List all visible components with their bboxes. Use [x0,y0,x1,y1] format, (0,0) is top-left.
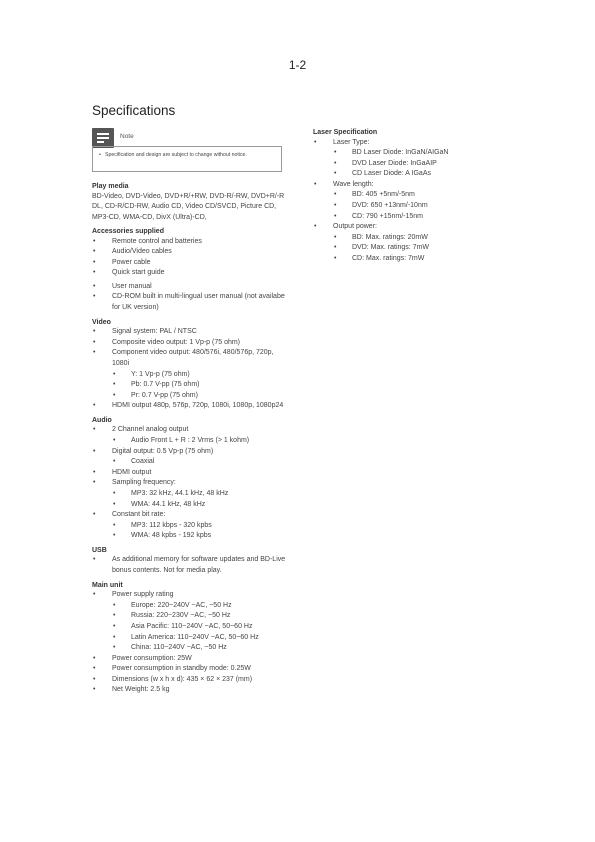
list-item: • Component video output: 480/576i, 480/576p, 720p, 1080i [92,348,288,369]
note-callout [92,128,288,176]
list-item: • Sampling frequency: [92,478,288,489]
sub-list-item: • Y: 1 Vp-p (75 ohm) [92,370,288,381]
sub-list-item: • BD: Max. ratings: 20mW [313,233,503,244]
sub-list-item: • Coaxial [92,457,288,468]
sub-list-item: • Europe: 220~240V ~AC, ~50 Hz [92,601,288,612]
list-item: • Remote control and batteries [92,237,288,248]
list-item: • Laser Type: [313,138,503,149]
sub-list-item: • Pb: 0.7 V-pp (75 ohm) [92,380,288,391]
sub-list-item: • Russia: 220~230V ~AC, ~50 Hz [92,611,288,622]
right-column [313,128,503,265]
section-paragraph: BD-Video, DVD-Video, DVD+R/+RW, DVD-R/-RW, DVD+R/-R DL, CD-R/CD-RW, Audio CD, Video CD/SVCD, Picture CD, MP3-CD, WMA-CD, DivX (Ultra)-CD, [92,192,285,221]
list-item: • User manual [92,282,288,293]
list-item: • Power consumption in standby mode: 0.25W [92,664,288,675]
note-icon [92,128,114,148]
list-item: • Constant bit rate: [92,510,288,521]
bullet-list [92,555,288,576]
page-title: Specifications [92,103,176,118]
section-heading: Main unit [92,581,123,589]
list-item: • Audio/Video cables [92,247,288,258]
bullet-list [313,138,503,265]
list-item: • CD-ROM built in multi-lingual user manual (not availabe for UK version) [92,292,288,313]
page-number: 1-2 [288,58,307,72]
list-item: • Signal system: PAL / NTSC [92,327,288,338]
note-text: • Specification and design are subject to change without notice. [99,152,280,159]
sub-list-item: • CD: Max. ratings: 7mW [313,254,503,265]
section-heading: Audio [92,416,112,424]
section-accessories-supplied [92,227,288,314]
sub-list-item: • Pr: 0.7 V-pp (75 ohm) [92,391,288,402]
list-item: • 2 Channel analog output [92,425,288,436]
list-item: • HDMI output [92,468,288,479]
bullet-list [92,237,288,314]
left-column [92,128,288,696]
list-item: • Digital output: 0.5 Vp-p (75 ohm) [92,447,288,458]
list-item: • Composite video output: 1 Vp-p (75 ohm) [92,338,288,349]
note-label: Note [120,133,134,140]
list-item: • Dimensions (w x h x d): 435 × 62 × 237 (mm) [92,675,288,686]
bullet-list [92,425,288,542]
list-item: • Net Weight: 2.5 kg [92,685,288,696]
list-item: • Power supply rating [92,590,288,601]
sub-list-item: • BD Laser Diode: InGaN/AIGaN [313,148,503,159]
left-sections [92,182,288,696]
sub-list-item: • MP3: 112 kbps - 320 kpbs [92,521,288,532]
sub-list-item: • DVD Laser Diode: InGaAIP [313,159,503,170]
bullet-list [92,590,288,696]
note-box [92,146,282,172]
section-play-media [92,182,288,223]
sub-list-item: • MP3: 32 kHz, 44.1 kHz, 48 kHz [92,489,288,500]
list-item: • HDMI output 480p, 576p, 720p, 1080i, 1080p, 1080p24 [92,401,288,412]
sub-list-item: • Latin America: 110~240V ~AC, 50~60 Hz [92,633,288,644]
section-heading: Video [92,318,111,326]
sub-list-item: • CD: 790 +15nm/-15nm [313,212,503,223]
sub-list-item: • Audio Front L + R : 2 Vrms (> 1 kohm) [92,436,288,447]
sub-list-item: • China: 110~240V ~AC, ~50 Hz [92,643,288,654]
sub-list-item: • WMA: 48 kpbs - 192 kpbs [92,531,288,542]
list-item: • Quick start guide [92,268,288,279]
section-heading: Accessories supplied [92,228,164,235]
sub-list-item: • WMA: 44.1 kHz, 48 kHz [92,500,288,511]
bullet-list [92,327,288,412]
section-usb [92,546,288,577]
sub-list-item: • CD Laser Diode: A IGaAs [313,169,503,180]
sub-list-item: • DVD: Max. ratings: 7mW [313,243,503,254]
section-laser-specification [313,128,503,265]
sub-list-item: • BD: 405 +5nm/-5nm [313,190,503,201]
sub-list-item: • DVD: 650 +13nm/-10nm [313,201,503,212]
section-heading: Laser Specification [313,129,378,136]
list-item: • Output power: [313,222,503,233]
list-item: • As additional memory for software updates and BD-Live bonus contents. Not for media play. [92,555,288,576]
section-heading: Play media [92,183,129,190]
section-heading: USB [92,546,107,554]
section-audio [92,416,288,542]
section-video [92,318,288,412]
list-item: • Power consumption: 25W [92,654,288,665]
list-item: • Wave length: [313,180,503,191]
right-sections [313,128,503,265]
list-item: • Power cable [92,258,288,269]
sub-list-item: • Asia Pacific: 110~240V ~AC, 50~60 Hz [92,622,288,633]
section-main-unit [92,581,288,696]
